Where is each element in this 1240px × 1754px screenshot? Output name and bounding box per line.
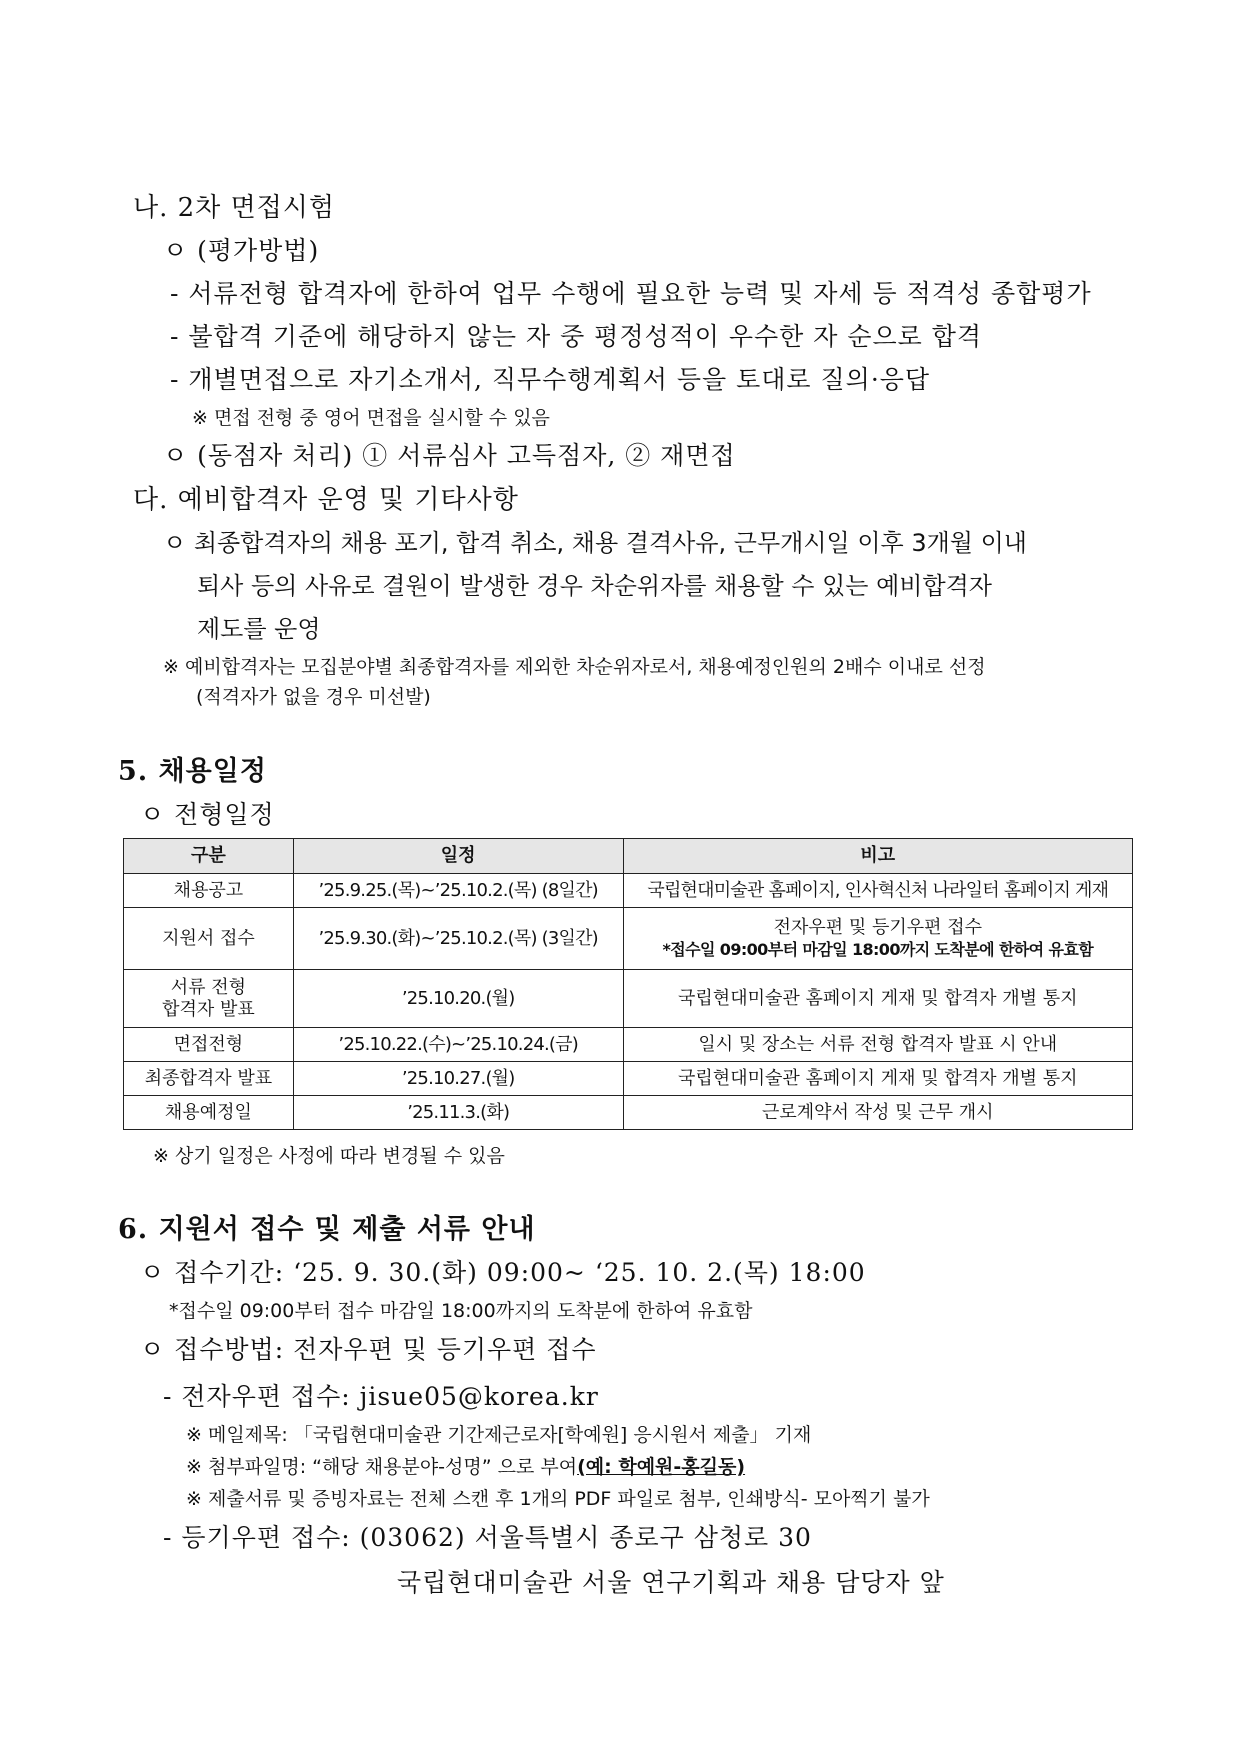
section-5-title: 5. 채용일정 — [118, 756, 267, 787]
table-header-row — [124, 839, 1133, 874]
row-category: 채용공고 — [124, 874, 294, 908]
tie-break-rule: ㅇ (동점자 처리) ① 서류심사 고득점자, ② 재면접 — [163, 441, 736, 470]
section-6-title: 6. 지원서 접수 및 제출 서류 안내 — [118, 1214, 536, 1245]
table-row — [124, 874, 1133, 908]
reserve-paragraph-line: ㅇ 최종합격자의 채용 포기, 합격 취소, 채용 결격사유, 근무개시일 이후 3개월 이내 — [163, 529, 1027, 557]
pdf-attachment-note: ※ 제출서류 및 증빙자료는 전체 스캔 후 1개의 PDF 파일로 첨부, 인쇄방식- 모아찍기 불가 — [186, 1488, 930, 1510]
schedule-table — [123, 838, 1133, 1130]
row-category — [124, 970, 294, 1028]
row-schedule: ’25.10.20.(월) — [293, 970, 623, 1028]
interview-note: ※ 면접 전형 중 영어 면접을 실시할 수 있음 — [192, 407, 550, 429]
attachment-example: (예: 학예원-홍길동) — [577, 1456, 746, 1478]
row-category: 지원서 접수 — [124, 908, 294, 970]
row-schedule: ’25.9.30.(화)~’25.10.2.(목) (3일간) — [293, 908, 623, 970]
application-method: ㅇ 접수방법: 전자우편 및 등기우편 접수 — [140, 1335, 597, 1364]
row-category: 채용예정일 — [124, 1096, 294, 1130]
table-row — [124, 1062, 1133, 1096]
schedule-subtitle: ㅇ 전형일정 — [140, 800, 275, 829]
header-schedule: 일정 — [293, 839, 623, 874]
evaluation-method-label: ㅇ (평가방법) — [163, 236, 320, 265]
post-addressee: 국립현대미술관 서울 연구기획과 채용 담당자 앞 — [397, 1568, 945, 1597]
attachment-name-note — [186, 1452, 745, 1479]
table-row — [124, 970, 1133, 1028]
row-schedule: ’25.10.22.(수)~’25.10.24.(금) — [293, 1028, 623, 1062]
table-row — [124, 908, 1133, 970]
row-category: 최종합격자 발표 — [124, 1062, 294, 1096]
table-row — [124, 1096, 1133, 1130]
row-remarks-main: 전자우편 및 등기우편 접수 — [773, 916, 982, 938]
schedule-note: ※ 상기 일정은 사정에 따라 변경될 수 있음 — [153, 1145, 505, 1167]
row-schedule: ’25.10.27.(월) — [293, 1062, 623, 1096]
reserve-paragraph-line: 제도를 운영 — [197, 615, 321, 643]
header-category: 구분 — [124, 839, 294, 874]
row-remarks: 국립현대미술관 홈페이지, 인사혁신처 나라일터 홈페이지 게재 — [623, 874, 1132, 908]
row-remarks: 근로계약서 작성 및 근무 개시 — [623, 1096, 1132, 1130]
post-submission: - 등기우편 접수: (03062) 서울특별시 종로구 삼청로 30 — [163, 1523, 812, 1552]
row-schedule: ’25.9.25.(목)~’25.10.2.(목) (8일간) — [293, 874, 623, 908]
row-remarks: 일시 및 장소는 서류 전형 합격자 발표 시 안내 — [623, 1028, 1132, 1062]
attachment-name-text: ※ 첨부파일명: “해당 채용분야-성명” 으로 부여 — [186, 1456, 578, 1478]
reserve-paragraph-line: 퇴사 등의 사유로 결원이 발생한 경우 차순위자를 채용할 수 있는 예비합격자 — [197, 572, 992, 600]
table-row — [124, 1028, 1133, 1062]
application-period: ㅇ 접수기간: ‘25. 9. 30.(화) 09:00~ ‘25. 10. 2.(목) 18:00 — [140, 1258, 866, 1287]
row-category-line: 합격자 발표 — [162, 998, 255, 1020]
header-remarks: 비고 — [623, 839, 1132, 874]
row-remarks-sub: *접수일 09:00부터 마감일 18:00까지 도착분에 한하여 유효함 — [662, 939, 1094, 959]
section-na-title: 나. 2차 면접시험 — [133, 193, 336, 223]
row-remarks — [623, 908, 1132, 970]
reserve-note-line: ※ 예비합격자는 모집분야별 최종합격자를 제외한 차순위자로서, 채용예정인원의 2배수 이내로 선정 — [163, 656, 986, 678]
evaluation-item: - 불합격 기준에 해당하지 않는 자 중 평정성적이 우수한 자 순으로 합격 — [170, 322, 983, 351]
section-da-title: 다. 예비합격자 운영 및 기타사항 — [133, 485, 519, 515]
application-period-note: *접수일 09:00부터 접수 마감일 18:00까지의 도착분에 한하여 유효함 — [169, 1300, 753, 1322]
email-subject-note: ※ 메일제목: 「국립현대미술관 기간제근로자[학예원] 응시원서 제출」 기재 — [186, 1424, 812, 1446]
row-schedule: ’25.11.3.(화) — [293, 1096, 623, 1130]
row-remarks: 국립현대미술관 홈페이지 게재 및 합격자 개별 통지 — [623, 1062, 1132, 1096]
row-category-line: 서류 전형 — [170, 976, 247, 998]
email-submission: - 전자우편 접수: jisue05@korea.kr — [163, 1382, 599, 1411]
row-remarks: 국립현대미술관 홈페이지 게재 및 합격자 개별 통지 — [623, 970, 1132, 1028]
evaluation-item: - 개별면접으로 자기소개서, 직무수행계획서 등을 토대로 질의·응답 — [170, 365, 931, 394]
evaluation-item: - 서류전형 합격자에 한하여 업무 수행에 필요한 능력 및 자세 등 적격성 종합평가 — [170, 279, 1092, 308]
row-category: 면접전형 — [124, 1028, 294, 1062]
reserve-note-line: (적격자가 없을 경우 미선발) — [196, 686, 431, 708]
